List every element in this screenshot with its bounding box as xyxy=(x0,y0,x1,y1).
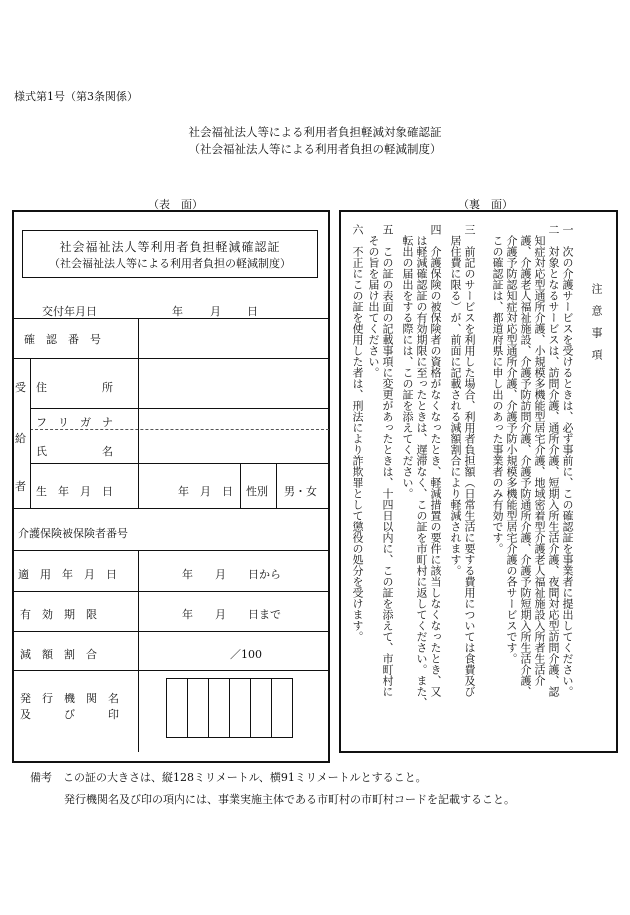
recipient-char-2: 給 xyxy=(15,432,26,445)
issuer-label-line1: 発 行 機 関 名 xyxy=(20,692,119,705)
note-column: 三 前記のサービスを利用した場合、利用者負担額（日常生活に要する費用については食費及び xyxy=(463,224,476,697)
name-label: 氏 名 xyxy=(36,445,113,458)
card-title: 社会福祉法人等利用者負担軽減確認証 xyxy=(59,240,281,254)
note-column: その旨を届け出てください。 xyxy=(367,224,380,378)
code-box xyxy=(271,678,293,738)
notes-title: 注 意 事 項 xyxy=(590,283,603,360)
card-subtitle: （社会福祉法人等による利用者負担の軽減制度） xyxy=(49,257,291,270)
note-column: は軽減確認証の有効期限に至ったときは、遅滞なく、この証を市町村に返してください。また、 xyxy=(415,224,428,708)
insured-number-label: 介護保険被保険者番号 xyxy=(18,527,128,540)
issue-date-month: 月 xyxy=(210,305,221,318)
code-box xyxy=(166,678,188,738)
remarks-line-2: 発行機関名及び印の項内には、事業実施主体である市町村の市町村コードを記載すること。 xyxy=(64,793,515,806)
form-number-label: 様式第1号（第3条関係） xyxy=(14,90,138,103)
applicable-date-label: 適 用 年 月 日 xyxy=(18,568,117,581)
note-column: 一 次の介護サービスを受けるときは、必ず事前に、この確認証を事業者に提出してください。 xyxy=(561,224,574,697)
applicable-date-value: 年 月 日から xyxy=(182,568,281,581)
gender-value: 男・女 xyxy=(284,485,317,498)
address-label: 住 所 xyxy=(36,381,113,394)
note-column: 転出の届出をする際には、この証を添えてください。 xyxy=(401,224,414,499)
note-column: 知症対応型通所介護、小規模多機能型居宅介護、地域密着型介護老人福祉施設入所者生活介 xyxy=(533,224,546,686)
reduction-rate-value: ／100 xyxy=(230,648,262,661)
note-column: 居住費に限る）が、前面に記載される減額割合により軽減されます。 xyxy=(449,224,462,576)
gender-label: 性別 xyxy=(246,485,268,498)
reduction-rate-label: 減 額 割 合 xyxy=(20,648,97,661)
issue-date-year: 年 xyxy=(172,305,183,318)
recipient-char-3: 者 xyxy=(15,480,26,493)
note-column: 五 この証の表面の記載事項に変更があったときは、十四日以内に、この証を添えて、市町村に xyxy=(381,224,394,697)
note-column: この確認証は、都道府県に申し出のあった事業者のみ有効です。 xyxy=(491,224,504,554)
birthdate-label: 生 年 月 日 xyxy=(36,485,113,498)
code-box xyxy=(229,678,251,738)
code-box xyxy=(208,678,230,738)
validity-value: 年 月 日まで xyxy=(182,608,281,621)
card-header-box xyxy=(22,230,318,278)
note-column: 二 対象となるサービスは、訪問介護、通所介護、短期入所生活介護、夜間対応型訪問介護、認 xyxy=(547,224,560,697)
note-column: 介護予防認知症対応型通所介護、介護予防小規模多機能型居宅介護の各サービスです。 xyxy=(505,224,518,664)
issuer-label-line2: 及 び 印 xyxy=(20,708,119,721)
confirmation-number-label: 確 認 番 号 xyxy=(24,333,101,346)
issue-date-label: 交付年月日 xyxy=(42,305,97,318)
recipient-char-1: 受 xyxy=(15,381,26,394)
back-side-label: （裏 面） xyxy=(458,198,513,211)
code-box xyxy=(250,678,272,738)
birthdate-value: 年 月 日 xyxy=(178,485,233,498)
document-title: 社会福祉法人等による利用者負担軽減対象確認証 xyxy=(188,125,442,139)
note-column: 四 介護保険の被保険者の資格がなくなったとき、軽減措置の要件に該当しなくなったとき、又 xyxy=(429,224,442,697)
issue-date-day: 日 xyxy=(247,305,258,318)
document-subtitle: （社会福祉法人等による利用者負担の軽減制度） xyxy=(188,142,442,156)
validity-label: 有 効 期 限 xyxy=(20,608,97,621)
note-column: 護、介護老人福祉施設、介護予防訪問介護、介護予防通所介護、介護予防短期入所生活介護、 xyxy=(519,224,532,697)
remarks-line-1: 備考 この証の大きさは、縦128ミリメートル、横91ミリメートルとすること。 xyxy=(30,771,427,784)
front-side-label: （表 面） xyxy=(148,198,203,211)
note-column: 六 不正にこの証を使用した者は、刑法により詐欺罪として懲役の処分を受けます。 xyxy=(351,224,364,642)
code-box xyxy=(187,678,209,738)
furigana-label: フ リ ガ ナ xyxy=(36,416,113,429)
